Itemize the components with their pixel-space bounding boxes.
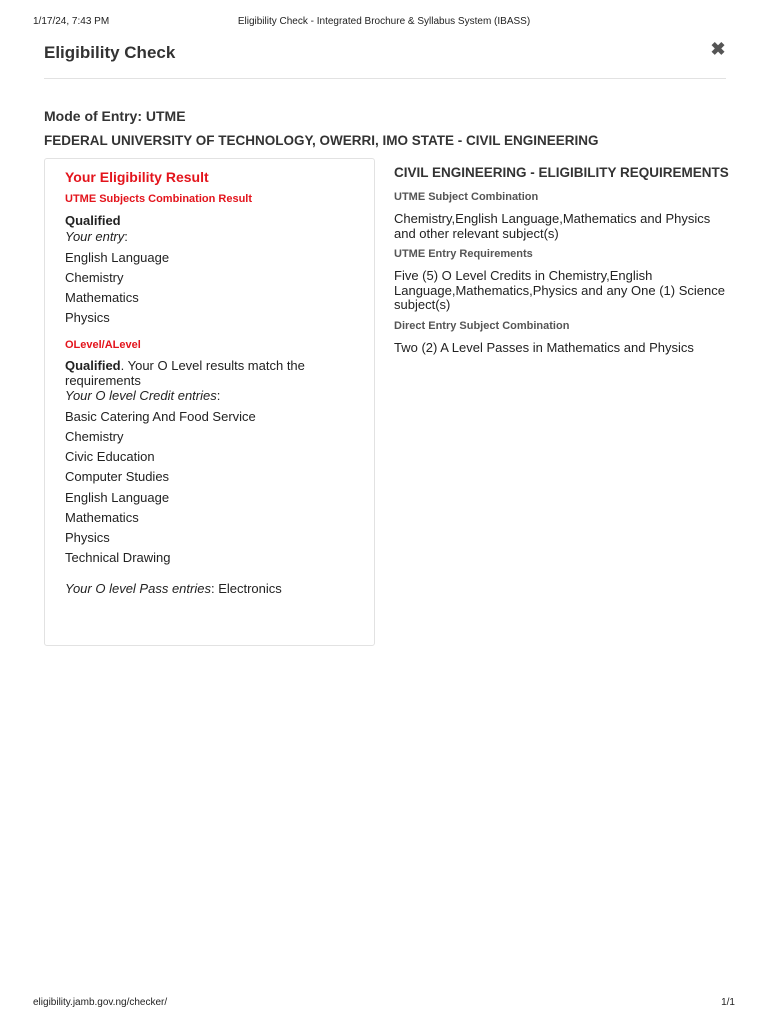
utme-entry-text: Five (5) O Level Credits in Chemistry,English Language,Mathematics,Physics and any One (1) Science subject(s)	[394, 268, 725, 312]
credit-entries-label: Your O level Credit entries	[65, 388, 217, 404]
utme-subject-item: Physics	[65, 310, 110, 326]
utme-result-heading: UTME Subjects Combination Result	[65, 193, 253, 205]
credit-subject-item: Civic Education	[65, 449, 155, 465]
print-date: 1/17/24, 7:43 PM	[33, 16, 110, 27]
utme-subject-item: Mathematics	[65, 289, 139, 305]
credit-subject-item: Basic Catering And Food Service	[65, 408, 256, 424]
print-header	[33, 16, 735, 30]
credit-subject-item: Computer Studies	[65, 469, 170, 485]
credit-subject-item: Physics	[65, 530, 110, 546]
utme-entry-label: UTME Entry Requirements	[394, 248, 533, 260]
utme-subject-item: English Language	[65, 249, 170, 265]
print-page-title: Eligibility Check - Integrated Brochure & Syllabus System (IBASS)	[237, 16, 531, 27]
credit-subject-item: Technical Drawing	[65, 550, 171, 566]
print-footer	[33, 997, 735, 1011]
credit-subject-item: Chemistry	[65, 429, 124, 445]
result-title: Your Eligibility Result	[65, 169, 209, 185]
credit-subject-item: English Language	[65, 489, 170, 505]
close-icon[interactable]: ✖	[710, 39, 726, 59]
olevel-message: . Your O Level results match the requirements	[65, 358, 305, 388]
olevel-status: Qualified	[65, 358, 121, 374]
direct-entry-text: Two (2) A Level Passes in Mathematics and Physics	[394, 339, 694, 355]
pass-entries-label: Your O level Pass entries	[65, 581, 211, 597]
credit-subject-item: Mathematics	[65, 509, 139, 525]
utme-subject-list	[65, 248, 360, 329]
utme-status: Qualified	[65, 213, 121, 228]
olevel-heading: OLevel/ALevel	[65, 339, 141, 352]
your-entry-label: Your entry	[65, 229, 125, 244]
print-page-number: 1/1	[721, 997, 735, 1008]
credit-subject-list	[65, 407, 360, 569]
utme-combination-label: UTME Subject Combination	[394, 191, 539, 203]
utme-subject-item: Chemistry	[65, 269, 124, 285]
modal-title: Eligibility Check	[44, 43, 176, 62]
direct-entry-label: Direct Entry Subject Combination	[394, 319, 570, 332]
header-divider	[44, 78, 726, 79]
utme-combination-text: Chemistry,English Language,Mathematics and Physics and other relevant subject(s)	[394, 211, 711, 241]
mode-of-entry: Mode of Entry: UTME	[44, 108, 186, 124]
pass-entries-value: : Electronics	[210, 581, 282, 597]
institution-course-title: FEDERAL UNIVERSITY OF TECHNOLOGY, OWERRI, IMO STATE - CIVIL ENGINEERING	[44, 133, 599, 148]
requirements-title: CIVIL ENGINEERING - ELIGIBILITY REQUIREMENTS	[394, 165, 729, 180]
print-url: eligibility.jamb.gov.ng/checker/	[33, 997, 168, 1008]
requirements-column	[394, 165, 734, 355]
eligibility-result-card: Your Eligibility Result UTME Subjects Combination Result Qualified Your entry: English Language Chemistry Mathematics Physics OLevel/ALevel Qualified. Your O Level results match the requirements Your O level Credit entries: Basic Catering And Food Service Chemistry Civic Education Computer Studies English Language Mathematics Physics Technical Drawing Your O level Pass entries: Electronics	[44, 158, 375, 646]
